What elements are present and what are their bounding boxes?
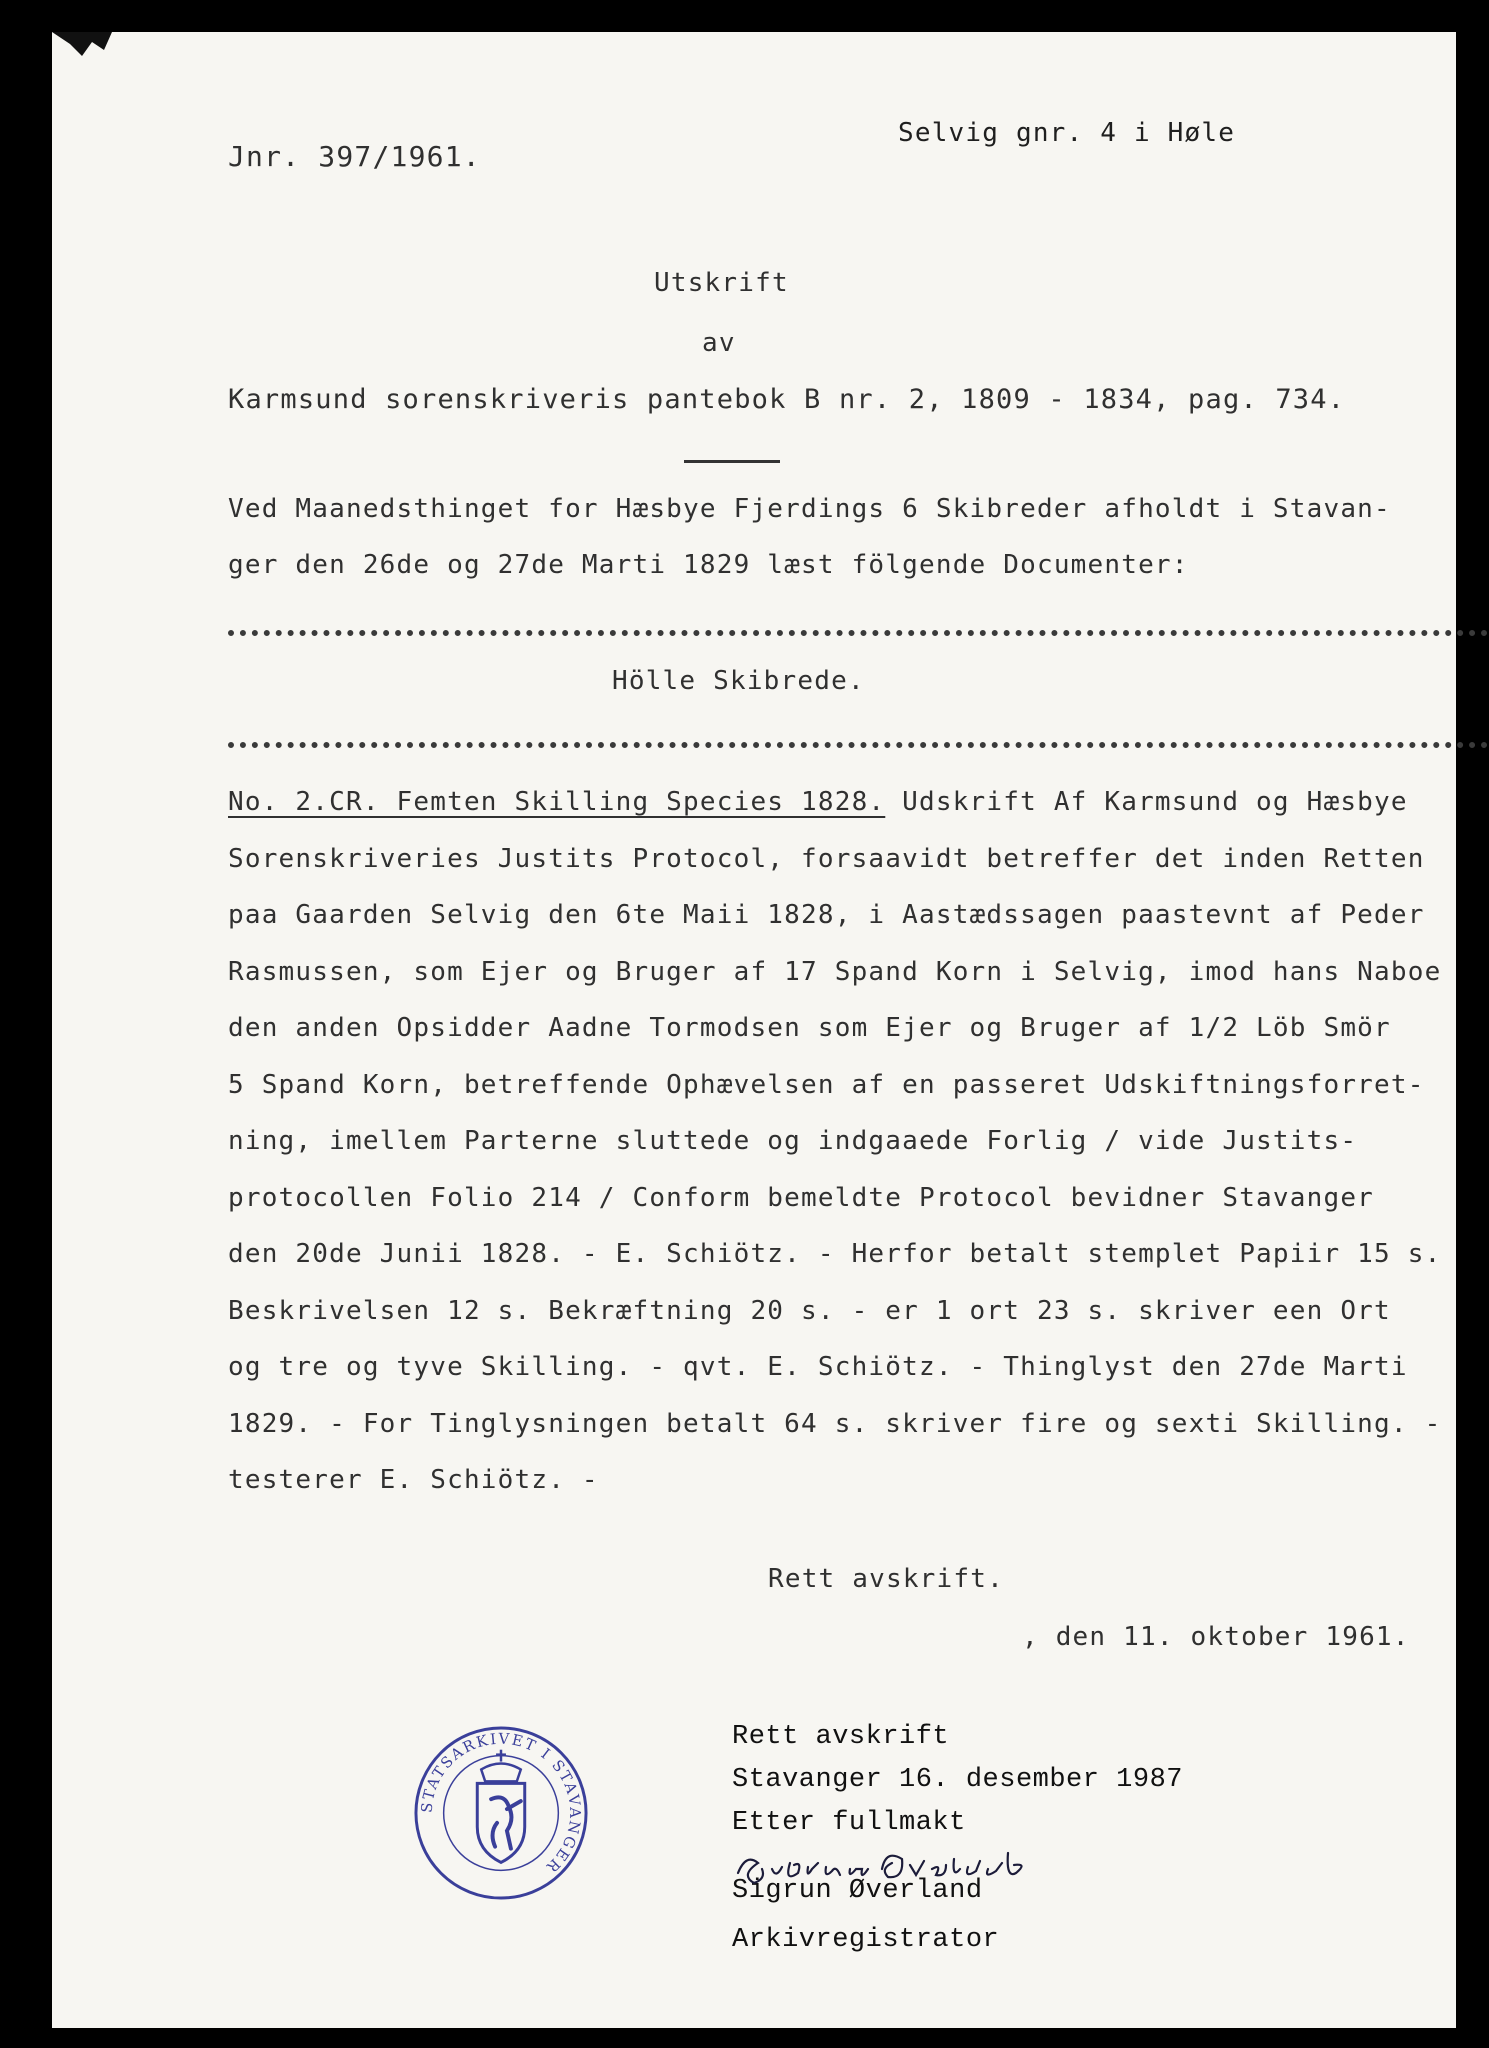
entry-line: 1829. - For Tinglysningen betalt 64 s. skriver fire og sexti Skilling. - [228, 1408, 1442, 1439]
stamp-place-date: Stavanger 16. desember 1987 [732, 1765, 1183, 1795]
entry-line-1-rest: Udskrift Af Karmsund og Hæsbye [885, 787, 1408, 817]
intro-line-2: ger den 26de og 27de Marti 1829 læst fölgende Documenter: [228, 550, 1189, 580]
entry-line: den 20de Junii 1828. - E. Schiötz. - Herfor betalt stemplet Papiir 15 s. [228, 1239, 1442, 1269]
entry-line: ning, imellem Parterne sluttede og indgaaede Forlig / vide Justits- [228, 1126, 1358, 1156]
journal-number: Jnr. 397/1961. [228, 140, 481, 173]
section-heading: Hölle Skibrede. [612, 666, 865, 696]
entry-line: den anden Opsidder Aadne Tormodsen som Ejer og Bruger af 1/2 Löb Smör [228, 1013, 1391, 1043]
entry-reference: No. 2.CR. Femten Skilling Species 1828. [228, 787, 886, 817]
signer-role: Arkivregistrator [732, 1925, 1000, 1955]
property-reference: Selvig gnr. 4 i Høle [898, 118, 1236, 148]
signer-name: Sigrun Øverland [732, 1876, 983, 1906]
title-source: Karmsund sorenskriveris pantebok B nr. 2, 1809 - 1834, pag. 734. [228, 384, 1346, 415]
entry-line [228, 774, 1489, 831]
entry-paragraph [228, 774, 1489, 1509]
entry-line: Beskrivelsen 12 s. Bekræftning 20 s. - er 1 ort 23 s. skriver een Ort [228, 1295, 1391, 1326]
archive-seal-icon [412, 1724, 590, 1902]
corner-mark [52, 32, 212, 72]
entry-line: paa Gaarden Selvig den 6te Maii 1828, i Aastædssagen paastevnt af Peder [228, 900, 1425, 930]
entry-line: og tre og tyve Skilling. - qvt. E. Schiötz. - Thinglyst den 27de Marti [228, 1352, 1408, 1382]
seal-text: STATSARKIVET I STAVANGER [418, 1730, 584, 1877]
title-av: av [702, 328, 736, 358]
stamp-certification: Rett avskrift [732, 1722, 950, 1752]
title-divider [684, 460, 780, 463]
entry-line: testerer E. Schiötz. - [228, 1465, 599, 1495]
entry-line: protocollen Folio 214 / Conform bemeldte Protocol bevidner Stavanger [228, 1182, 1375, 1213]
dotted-separator [228, 630, 1489, 636]
dotted-separator [228, 742, 1489, 748]
intro-line-1: Ved Maanedsthinget for Hæsbye Fjerdings 6 Skibreder afholdt i Stavan- [228, 494, 1391, 524]
certification-note: Rett avskrift. [768, 1564, 1004, 1594]
document-page [52, 32, 1456, 2028]
stamp-authority: Etter fullmakt [732, 1808, 966, 1838]
entry-line: Rasmussen, som Ejer og Bruger af 17 Spand Korn i Selvig, imod hans Naboe [228, 956, 1442, 987]
signature-row [732, 1845, 1183, 1888]
certification-date: , den 11. oktober 1961. [1022, 1622, 1410, 1652]
entry-line: 5 Spand Korn, betreffende Ophævelsen af en passeret Udskiftningsforret- [228, 1069, 1425, 1100]
title-utskrift: Utskrift [654, 268, 789, 298]
signature-icon [732, 1839, 1052, 1895]
archive-stamp [732, 1716, 1183, 1962]
entry-line: Sorenskriveries Justits Protocol, forsaavidt betreffer det inden Retten [228, 843, 1425, 874]
